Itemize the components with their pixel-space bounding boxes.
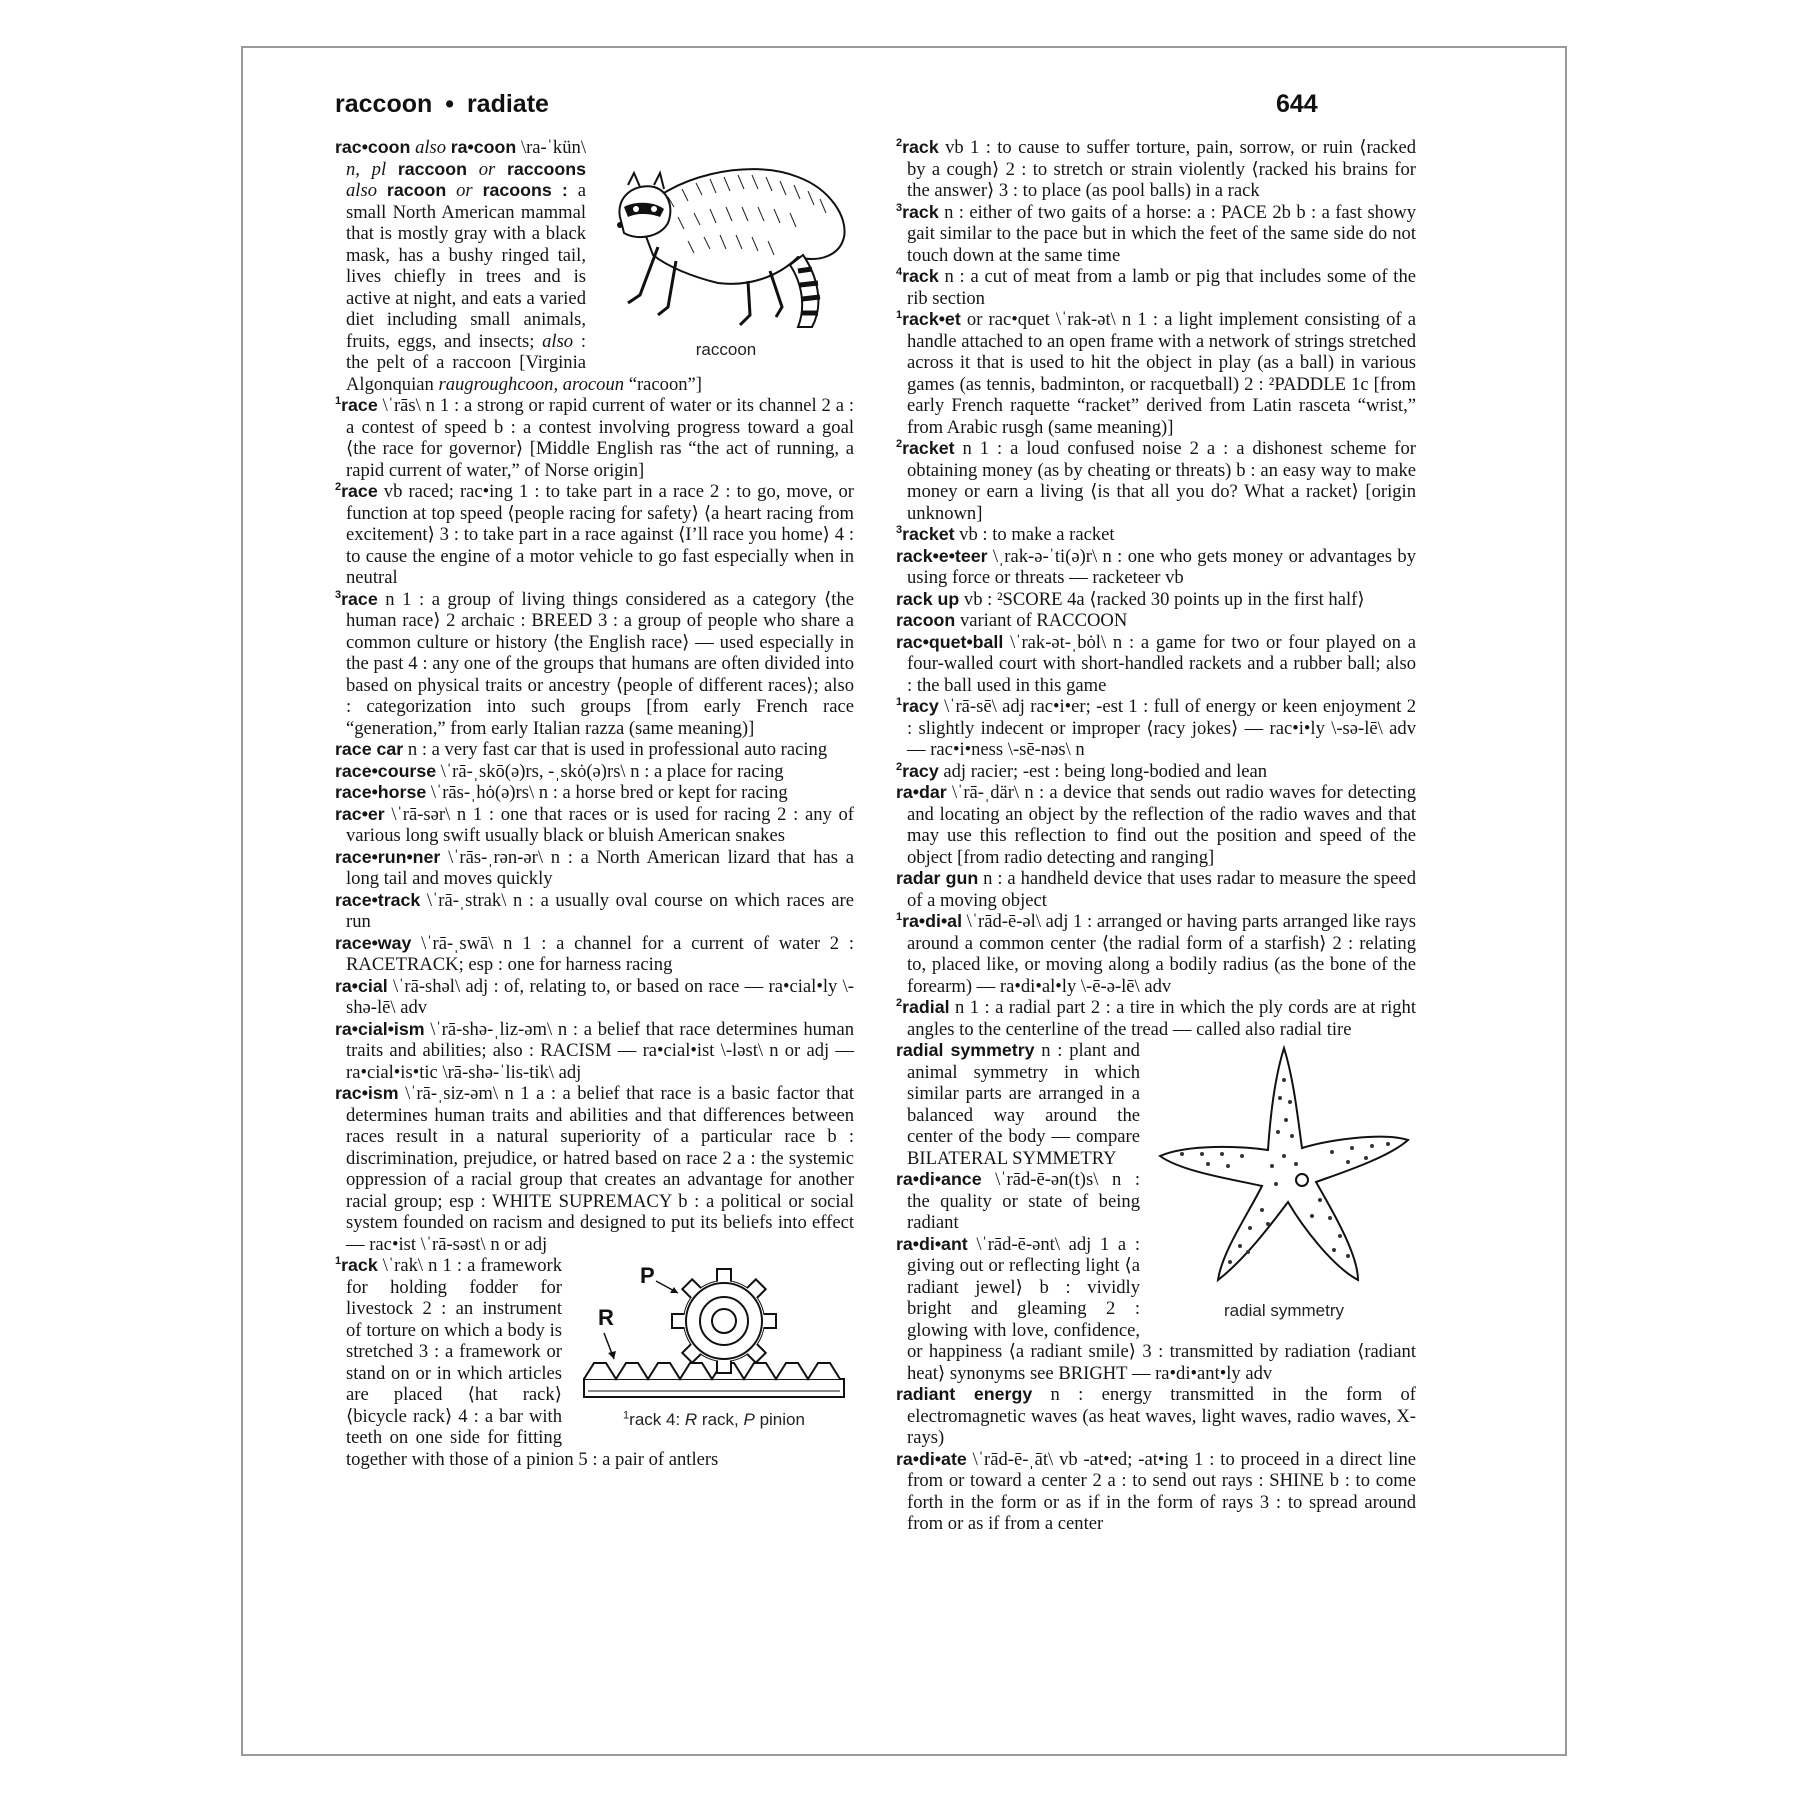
headword: race•run•ner xyxy=(335,846,441,867)
entry-race-3: $^3$race n 1 : a group of living things considered as a category ⟨the human race⟩ 2 archaic : BREED 3 : a group of people who share a common culture or history ⟨the English race⟩ — used especially in the past 4 : any one of the groups that humans are often divided into based on physical traits or ancestry ⟨people of different races⟩; also : categorization into such groups [from early French race “generation,” from early Italian razza (same meaning)] xyxy=(335,588,854,739)
entry-racketeer: rack•e•teer \ˌrak-ə-ˈti(ə)r\ n : one who gets money or advantages by using force or threats — racketeer vb xyxy=(896,545,1416,588)
headword: rac•ism xyxy=(335,1083,399,1103)
headword: racket xyxy=(902,438,955,458)
headword: race xyxy=(341,481,378,501)
entry-radial-symmetry: radial symmetry n : plant and animal symmetry in which similar parts are arranged in a balanced way around the center of the body — compare BILATERAL SYMMETRY xyxy=(896,1040,1140,1169)
entry-racy-2: $^2$racy adj racier; -est : being long-bodied and lean xyxy=(896,760,1268,782)
dictionary-page xyxy=(241,46,1567,1756)
entry-raccoon: rac•coon also ra•coon \ra-ˈkün\ n, pl raccoon or raccoons also racoon or racoons : a small North American mammal that is mostly gray with a black mask, has a bushy ringed tail, lives chiefly in trees and is active at night, and eats a varied diet including small animals, fruits, eggs, and insects; also : the pelt of a raccoon [Virginia Algonquian raugroughcoon, arocoun “racoon”] xyxy=(335,137,702,395)
headword: ra•di•ance xyxy=(896,1169,982,1189)
entry-racket-3: $^3$racket vb : to make a racket xyxy=(896,523,1115,545)
rack-label: R xyxy=(598,1305,614,1330)
headword: racy xyxy=(902,760,939,781)
headword: rac•quet•ball xyxy=(896,631,1004,652)
headword: ra•cial•ism xyxy=(335,1018,425,1039)
headword: ra•dar xyxy=(896,782,947,802)
guide-word-first: raccoon xyxy=(335,90,433,118)
starfish-illustration xyxy=(1152,1040,1416,1298)
guide-word-separator: • xyxy=(445,90,454,118)
entry-race-car: race car n : a very fast car that is used in professional auto racing xyxy=(335,739,828,760)
headword: radial xyxy=(902,997,950,1017)
headword: ra•di•ate xyxy=(896,1448,967,1469)
entry-radar-gun: radar gun n : a handheld device that uses radar to measure the speed of a moving object xyxy=(896,868,1416,911)
headword: ra•di•ant xyxy=(896,1233,968,1254)
headword: racy xyxy=(902,696,939,716)
headword: radar gun xyxy=(896,868,979,888)
entry-raceway: race•way \ˈrā-ˌswā\ n 1 : a channel for a current of water 2 : RACETRACK; esp : one for harness racing xyxy=(335,932,854,975)
entry-racism: rac•ism \ˈrā-ˌsiz-əm\ n 1 a : a belief that race is a basic factor that determines human traits and abilities and that differences between races result in a natural superiority of a particular race b : discrimination, prejudice, or hatred based on race 2 a : the systemic oppression of a racial group that creates an advantage for another racial group; esp : WHITE SUPREMACY b : a political or social system founded on racism and designed to put its beliefs into effect — rac•ist \ˈrā-səst\ n or adj xyxy=(335,1083,854,1255)
raccoon-illustration xyxy=(598,137,854,337)
starfish-caption: radial symmetry xyxy=(1224,1301,1344,1320)
page-number: 644 xyxy=(1276,90,1318,118)
entry-racerunner: race•run•ner \ˈrās-ˌrən-ər\ n : a North American lizard that has a long tail and moves quickly xyxy=(335,846,854,889)
headword: rack up xyxy=(896,588,960,609)
headword: rac•coon xyxy=(335,137,411,157)
headword: radiant energy xyxy=(896,1384,1033,1404)
entry-racy-1: $^1$racy \ˈrā-sē\ adj rac•i•er; -est 1 : full of energy or keen enjoyment 2 : slightly indecent or improper ⟨racy jokes⟩ — rac•i•ly \-sə-lē\ adv — rac•i•ness \-sē-nəs\ n xyxy=(896,695,1416,760)
entry-radiance: ra•di•ance \ˈrād-ē-ən(t)s\ n : the quality or state of being radiant xyxy=(896,1169,1140,1233)
raccoon-caption: raccoon xyxy=(695,340,757,359)
headword: race xyxy=(341,395,378,415)
left-column xyxy=(335,137,854,1470)
headword: rack xyxy=(902,201,939,222)
entry-rack-4: $^4$rack n : a cut of meat from a lamb or pig that includes some of the rib section xyxy=(896,265,1416,309)
headword: racoon xyxy=(896,610,956,630)
headword: race xyxy=(341,588,378,609)
entry-racoon: racoon variant of RACCOON xyxy=(896,610,1128,631)
headword: ra•cial xyxy=(335,975,388,996)
entry-radial-1: $^1$ra•di•al \ˈrād-ē-əl\ adj 1 : arranged or having parts arranged like rays around a common center ⟨the radial form of a starfish⟩ 2 : relating to, placed like, or moving along a bodily radius (as the bone of the forearm) — ra•di•al•ly \-ē-ə-lē\ adv xyxy=(896,910,1416,997)
entry-rack-1: $^1$rack \ˈrak\ n 1 : a framework for holding fodder for livestock 2 : an instrument of torture on which a body is stretched 3 : a framework or stand on or in which articles are placed ⟨hat rack⟩ ⟨bicycle rack⟩ 4 : a bar with teeth on one side for fitting together with those of a pinion 5 : a pair of antlers xyxy=(335,1254,719,1470)
headword: rack xyxy=(341,1255,378,1275)
right-column xyxy=(896,137,1416,1535)
headword: race car xyxy=(335,739,404,759)
entry-radar: ra•dar \ˈrā-ˌdär\ n : a device that sends out radio waves for detecting and locating an object by the reflection of the radio waves and that may use this reflection to find out the position and speed of the object [from radio detecting and ranging] xyxy=(896,782,1416,868)
entry-radiant: ra•di•ant \ˈrād-ē-ənt\ adj 1 a : giving out or reflecting light ⟨a radiant jewel⟩ b : vividly bright and gleaming 2 : glowing with love, confidence, or happiness ⟨a radiant smile⟩ 3 : transmitted by radiation ⟨radiant heat⟩ synonyms see BRIGHT — ra•di•ant•ly adv xyxy=(896,1233,1416,1384)
headword: rack xyxy=(902,137,939,157)
entry-rack-2: $^2$rack vb 1 : to cause to suffer torture, pain, sorrow, or ruin ⟨racked by a cough⟩ 2 : to stretch or strain violently ⟨racked his brains for the answer⟩ 3 : to place (as pool balls) in a rack xyxy=(896,136,1416,201)
headword: race•horse xyxy=(335,782,427,802)
headword: race•track xyxy=(335,889,421,910)
headword: racket xyxy=(902,524,955,544)
entry-racecourse: race•course \ˈrā-ˌskō(ə)rs, -ˌskȯ(ə)rs\ n : a place for racing xyxy=(335,760,784,782)
guide-words xyxy=(335,90,549,119)
entry-race-2: $^2$race vb raced; rac•ing 1 : to take part in a race 2 : to go, move, or function at top speed ⟨people racing for safety⟩ ⟨a heart racing from excitement⟩ 3 : to take part in a race against ⟨I’ll race you home⟩ 4 : to cause the engine of a motor vehicle to go fast especially when in neutral xyxy=(335,480,854,588)
entry-racket-2: $^2$racket n 1 : a loud confused noise 2 a : a dishonest scheme for obtaining money (as by cheating or threats) b : an easy way to make money or earn a living ⟨is that all you do? What a racket⟩ [origin unknown] xyxy=(896,437,1416,524)
guide-word-last: radiate xyxy=(466,90,549,118)
entry-race-1: $^1$race \ˈrās\ n 1 : a strong or rapid current of water or its channel 2 a : a contest of speed b : a contest involving progress toward a goal ⟨the race for governor⟩ [Middle English ras “the act of running, a rapid current of water,” of Norse origin] xyxy=(335,394,854,481)
entry-racquetball: rac•quet•ball \ˈrak-ət-ˌbȯl\ n : a game for two or four played on a four-walled court with short-handled rackets and a rubber ball; also : the ball used in this game xyxy=(896,631,1416,696)
headword: rack•et xyxy=(902,309,961,329)
entry-rack-3: $^3$rack n : either of two gaits of a horse: a : PACE 2b b : a fast showy gait similar to the pace but in which the feet of the same side do not touch down at the same time xyxy=(896,201,1416,266)
entry-radial-2: $^2$radial n 1 : a radial part 2 : a tire in which the ply cords are at right angles to the centerline of the tread — called also radial tire xyxy=(896,996,1416,1040)
rack-pinion-figure xyxy=(574,1259,854,1431)
starfish-figure xyxy=(1152,1040,1416,1322)
headword: rack•e•teer xyxy=(896,545,988,566)
headword: race•way xyxy=(335,932,412,953)
headword: rac•er xyxy=(335,803,385,824)
pinion-label: P xyxy=(640,1263,655,1288)
entry-racer: rac•er \ˈrā-sər\ n 1 : one that races or is used for racing 2 : any of various long swift usually black or bluish American snakes xyxy=(335,803,854,846)
raccoon-figure xyxy=(598,137,854,361)
entry-racehorse: race•horse \ˈrās-ˌhȯ(ə)rs\ n : a horse bred or kept for racing xyxy=(335,782,788,803)
headword: race•course xyxy=(335,760,437,781)
entry-radiate: ra•di•ate \ˈrād-ē-ˌāt\ vb -at•ed; -at•ing 1 : to proceed in a direct line from or toward a center 2 a : to send out rays : SHINE b : to come forth in the form or as if in the form of rays 3 : to spread around from or as if from a center xyxy=(896,1448,1416,1534)
entry-racial: ra•cial \ˈrā-shəl\ adj : of, relating to, or based on race — ra•cial•ly \-shə-lē\ adv xyxy=(335,975,854,1018)
rack-pinion-illustration xyxy=(574,1259,854,1407)
rack-caption: $^1$rack 4: R rack, P pinion xyxy=(623,1409,805,1429)
entry-racket-1: $^1$rack•et or rac•quet \ˈrak-ət\ n 1 : a light implement consisting of a handle attached to an open frame with a network of strings stretched across it that is used to hit the object in play (as a ball) in various games (as tennis, badminton, or racquetball) 2 : ²PADDLE 1c [from early French raquette “racket” derived from Latin rasceta “wrist,” from Arabic rusgh (same meaning)] xyxy=(896,308,1416,438)
entry-racetrack: race•track \ˈrā-ˌstrak\ n : a usually oval course on which races are run xyxy=(335,889,854,932)
entry-radiant-energy: radiant energy n : energy transmitted in the form of electromagnetic waves (as heat waves, light waves, radio waves, X-rays) xyxy=(896,1384,1416,1448)
entry-racialism: ra•cial•ism \ˈrā-shə-ˌliz-əm\ n : a belief that race determines human traits and abilities; also : RACISM — ra•cial•ist \-ləst\ n or adj — ra•cial•is•tic \rā-shə-ˈlis-tik\ adj xyxy=(335,1018,854,1083)
entry-rack-up: rack up vb : ²SCORE 4a ⟨racked 30 points up in the first half⟩ xyxy=(896,588,1365,610)
headword: radial symmetry xyxy=(896,1040,1035,1060)
headword: rack xyxy=(902,266,939,286)
headword: ra•di•al xyxy=(902,911,963,931)
